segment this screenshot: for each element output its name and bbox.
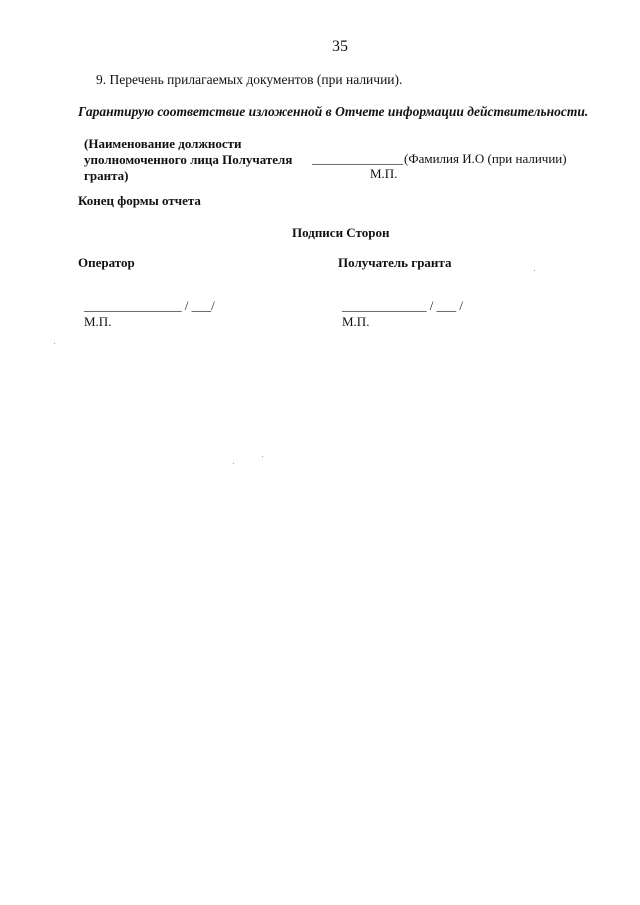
recipient-stamp: М.П. — [342, 314, 370, 329]
operator-label: Оператор — [78, 255, 135, 270]
attached-documents-item: 9. Перечень прилагаемых документов (при наличии). — [96, 72, 403, 87]
recipient-signature-line: _____________ / ___ / — [342, 298, 463, 313]
position-line-1: (Наименование должности — [84, 136, 242, 151]
operator-signature-line: _______________ / ___/ — [84, 298, 215, 313]
page-number: 35 — [332, 38, 348, 55]
full-name-hint: (Фамилия И.О (при наличии) — [404, 151, 567, 166]
operator-stamp: М.П. — [84, 314, 112, 329]
end-of-form-heading: Конец формы отчета — [78, 193, 201, 208]
scan-speck — [534, 270, 535, 271]
recipient-label: Получатель гранта — [338, 255, 452, 270]
authorized-person-position — [84, 136, 324, 184]
scan-speck — [54, 343, 55, 344]
signature-line: ______________ — [312, 151, 403, 166]
stamp-mark: М.П. — [370, 166, 398, 181]
scan-speck — [233, 463, 234, 464]
guarantee-statement: Гарантирую соответствие изложенной в Отчете информации действительности. — [78, 104, 589, 119]
signatures-title: Подписи Сторон — [292, 225, 390, 240]
position-line-3: гранта) — [84, 168, 129, 183]
scan-speck — [262, 456, 263, 457]
position-line-2: уполномоченного лица Получателя — [84, 152, 293, 167]
